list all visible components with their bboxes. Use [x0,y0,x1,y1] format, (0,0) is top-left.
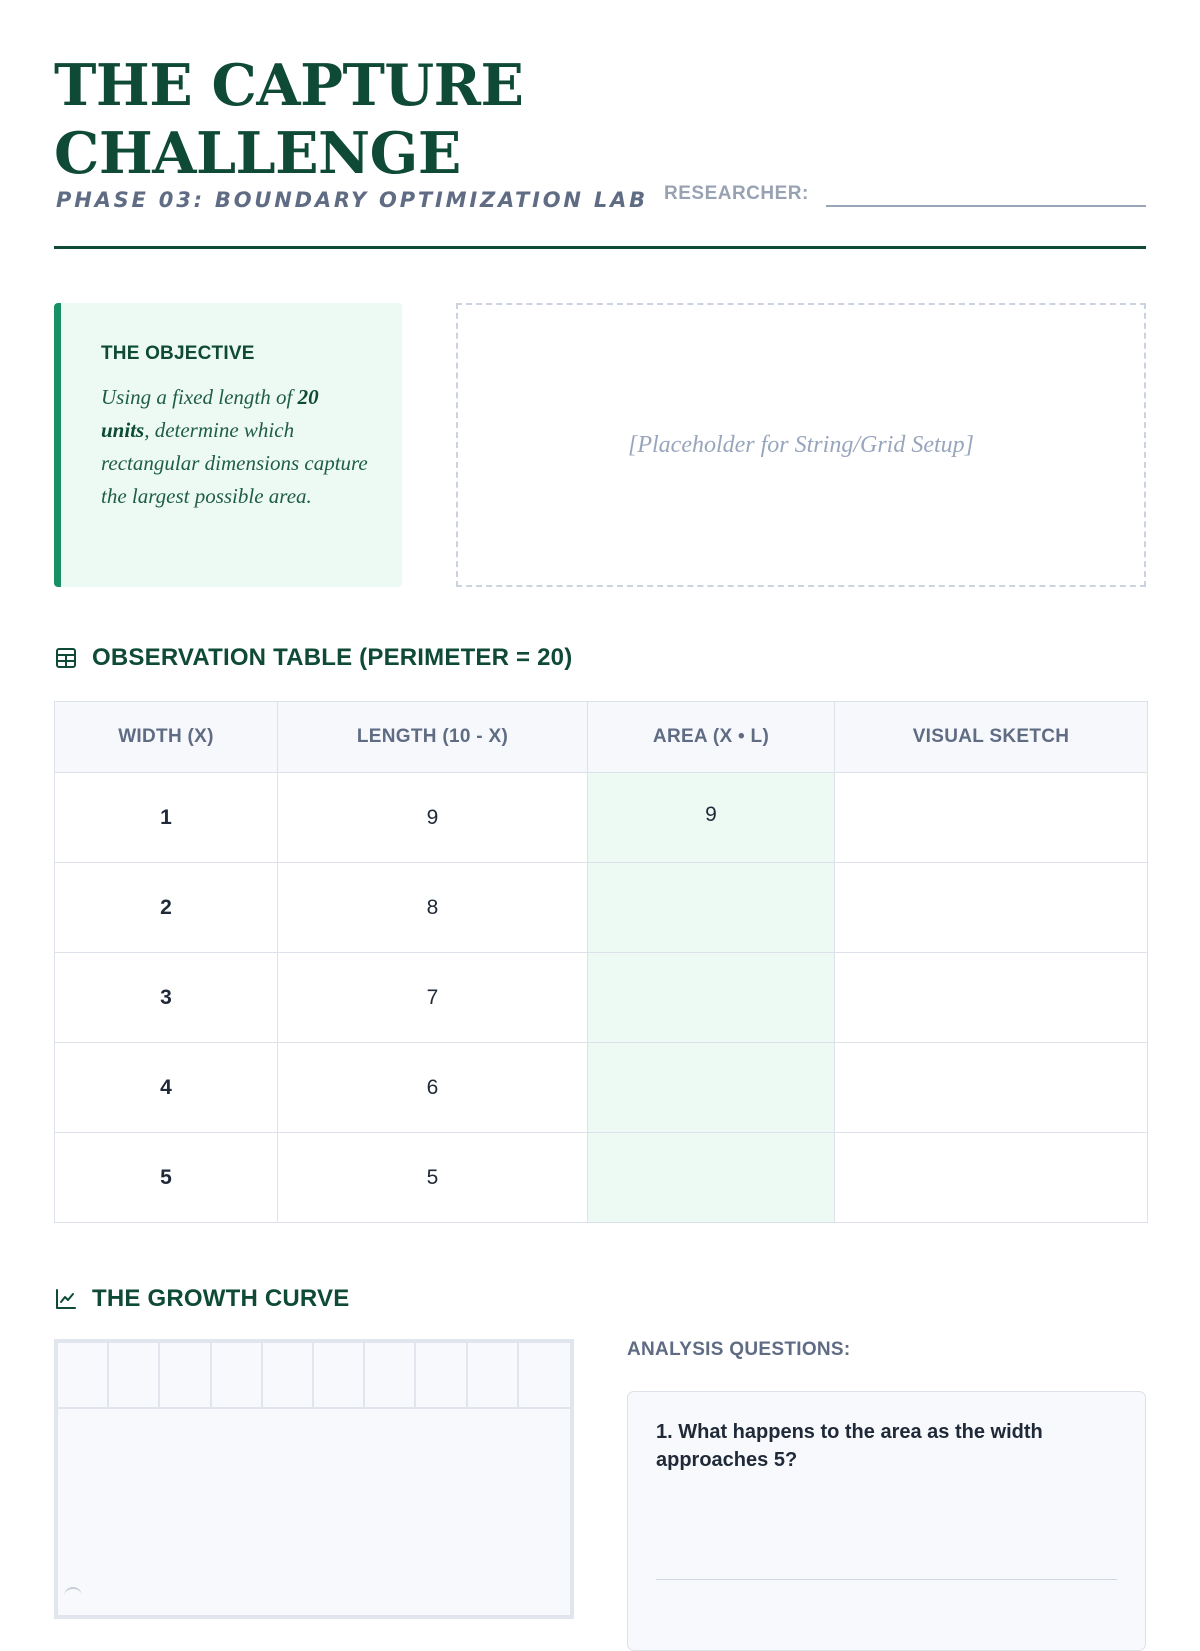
graph-area[interactable] [54,1339,574,1619]
grid-cell [160,1343,211,1407]
grid-cell [58,1343,109,1407]
column-header-width: WIDTH (X) [55,702,278,773]
area-value: 9 [705,802,717,826]
graph-grid [58,1343,570,1409]
area-cell[interactable] [588,953,835,1043]
column-header-length: LENGTH (10 - X) [278,702,588,773]
grid-cell [109,1343,160,1407]
growth-curve-title: THE GROWTH CURVE [92,1285,350,1312]
question-card [627,1391,1146,1651]
objective-card [54,303,402,587]
sketch-cell[interactable] [835,953,1148,1043]
area-cell[interactable] [588,1133,835,1223]
sketch-cell[interactable] [835,1043,1148,1133]
width-cell: 1 [55,773,278,863]
objective-text-end: , determine which rectangular dimensions capture the largest possible area. [101,418,368,508]
header-divider [54,246,1146,249]
column-header-sketch: VISUAL SKETCH [835,702,1148,773]
width-cell: 2 [55,863,278,953]
table-row [55,1133,1148,1223]
observation-table [54,701,1148,1223]
grid-cell [365,1343,416,1407]
length-cell: 8 [278,863,588,953]
worksheet-page [54,0,1146,1600]
sketch-cell[interactable] [835,863,1148,953]
objective-text-start: Using a fixed length of [101,385,298,409]
sketch-cell[interactable] [835,1133,1148,1223]
grid-cell [519,1343,570,1407]
page-title [54,52,523,188]
area-cell[interactable] [588,773,835,863]
sketch-cell[interactable] [835,773,1148,863]
table-row [55,1043,1148,1133]
grid-cell [263,1343,314,1407]
width-cell: 5 [55,1133,278,1223]
width-cell: 3 [55,953,278,1043]
objective-units: units [101,418,145,442]
observation-table-heading [54,644,572,672]
length-cell: 6 [278,1043,588,1133]
length-cell: 5 [278,1133,588,1223]
objective-text [101,381,372,513]
graph-corner-mark [64,1587,82,1599]
table-row [55,953,1148,1043]
table-header-row [55,702,1148,773]
title-line-1: THE CAPTURE [54,52,524,119]
question-text: 1. What happens to the area as the width approaches 5? [656,1421,1043,1471]
grid-cell [314,1343,365,1407]
placeholder-text: [Placeholder for String/Grid Setup] [628,431,974,458]
answer-line[interactable] [656,1579,1117,1580]
objective-heading: THE OBJECTIVE [101,343,255,364]
table-row [55,863,1148,953]
growth-curve-heading [54,1285,349,1313]
area-cell[interactable] [588,1043,835,1133]
observation-table-title: OBSERVATION TABLE (PERIMETER = 20) [92,644,573,671]
setup-placeholder-box [456,303,1146,587]
researcher-name-field[interactable] [826,205,1146,207]
column-header-area: AREA (X • L) [588,702,835,773]
table-icon [54,646,78,670]
title-line-2: CHALLENGE [54,120,461,187]
grid-cell [416,1343,467,1407]
width-cell: 4 [55,1043,278,1133]
analysis-questions-label: ANALYSIS QUESTIONS: [627,1339,851,1360]
researcher-label: RESEARCHER: [664,183,809,204]
grid-cell [468,1343,519,1407]
length-cell: 7 [278,953,588,1043]
table-row [55,773,1148,863]
objective-length-value: 20 [297,385,319,409]
page-subtitle: PHASE 03: BOUNDARY OPTIMIZATION LAB [56,188,648,212]
line-chart-icon [54,1287,78,1311]
length-cell: 9 [278,773,588,863]
grid-cell [212,1343,263,1407]
area-cell[interactable] [588,863,835,953]
